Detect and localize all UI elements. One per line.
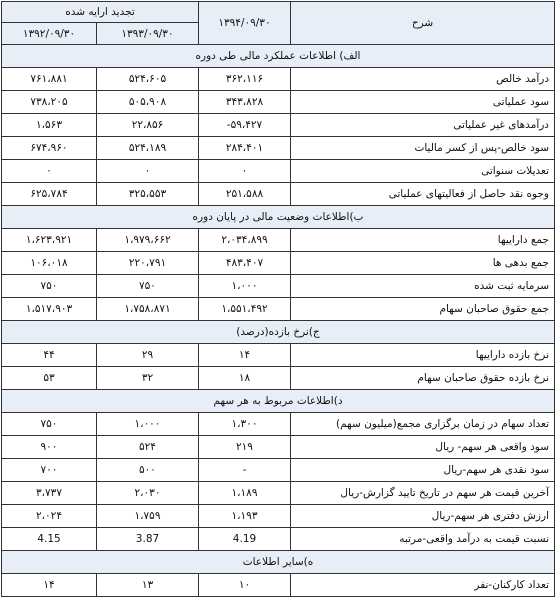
financial-table: [1, 1, 555, 597]
prev2-value-cell: ۶۷۴،۹۶۰: [2, 137, 97, 160]
table-row: [2, 459, 555, 482]
prev1-value-cell: ۳۲: [97, 367, 199, 390]
description-cell: ارزش دفتری هر سهم-ریال: [291, 505, 555, 528]
current-value-cell: -۵۹،۴۲۷: [199, 114, 291, 137]
current-value-cell: 4.19: [199, 528, 291, 551]
section-row: [2, 206, 555, 229]
prev1-value-cell: ۱،۹۷۹،۶۶۲: [97, 229, 199, 252]
current-value-cell: ۲۸۴،۴۰۱: [199, 137, 291, 160]
description-cell: تعداد سهام در زمان برگزاری مجمع(میلیون سهم): [291, 413, 555, 436]
prev2-value-cell: ۷۰۰: [2, 459, 97, 482]
prev1-value-cell: ۱،۰۰۰: [97, 413, 199, 436]
table-row: [2, 367, 555, 390]
restated-group-header: تجدید ارایه شده: [2, 2, 199, 23]
prev1-value-cell: ۰: [97, 160, 199, 183]
current-value-cell: ۱،۱۸۹: [199, 482, 291, 505]
current-value-cell: ۳۴۳،۸۲۸: [199, 91, 291, 114]
table-row: [2, 252, 555, 275]
prev1-value-cell: ۷۵۰: [97, 275, 199, 298]
prev2-value-cell: ۵۳: [2, 367, 97, 390]
table-row: [2, 114, 555, 137]
table-row: [2, 183, 555, 206]
prev2-value-cell: ۷۶۱،۸۸۱: [2, 68, 97, 91]
description-cell: سود واقعی هر سهم- ریال: [291, 436, 555, 459]
prev2-value-cell: ۳،۷۳۷: [2, 482, 97, 505]
current-value-cell: ۲۵۱،۵۸۸: [199, 183, 291, 206]
section-title: الف) اطلاعات عملکرد مالی طی دوره: [2, 45, 555, 68]
table-row: [2, 160, 555, 183]
current-value-cell: ۱۰: [199, 574, 291, 597]
prev1-value-cell: ۲۲،۸۵۶: [97, 114, 199, 137]
prev2-value-cell: ۰: [2, 160, 97, 183]
prev2-value-cell: ۷۵۰: [2, 413, 97, 436]
current-value-cell: ۲۱۹: [199, 436, 291, 459]
prev2-value-cell: ۷۵۰: [2, 275, 97, 298]
description-cell: سود نقدی هر سهم-ریال: [291, 459, 555, 482]
prev1-value-cell: ۲۹: [97, 344, 199, 367]
table-row: [2, 344, 555, 367]
section-title: ب)اطلاعات وضعیت مالی در پایان دوره: [2, 206, 555, 229]
prev1-value-cell: 3.87: [97, 528, 199, 551]
prev1-value-cell: ۲۲۰،۷۹۱: [97, 252, 199, 275]
prev1-period-header: ۱۳۹۳/۰۹/۳۰: [97, 23, 199, 45]
description-cell: جمع حقوق صاحبان سهام: [291, 298, 555, 321]
description-cell: وجوه نقد حاصل از فعالیتهای عملیاتی: [291, 183, 555, 206]
prev2-value-cell: 4.15: [2, 528, 97, 551]
section-row: [2, 390, 555, 413]
table-row: [2, 68, 555, 91]
section-row: [2, 551, 555, 574]
prev2-value-cell: ۷۳۸،۲۰۵: [2, 91, 97, 114]
prev1-value-cell: ۵۲۴: [97, 436, 199, 459]
prev1-value-cell: ۵۲۴،۱۸۹: [97, 137, 199, 160]
description-cell: درآمدهای غیر عملیاتی: [291, 114, 555, 137]
current-value-cell: -: [199, 459, 291, 482]
section-title: د)اطلاعات مربوط به هر سهم: [2, 390, 555, 413]
prev1-value-cell: ۵۰۰: [97, 459, 199, 482]
description-cell: جمع بدهی ها: [291, 252, 555, 275]
header-row-top: [2, 2, 555, 23]
table-row: [2, 528, 555, 551]
prev2-value-cell: ۱،۵۱۷،۹۰۳: [2, 298, 97, 321]
prev1-value-cell: ۵۰۵،۹۰۸: [97, 91, 199, 114]
description-cell: نرخ بازده داراییها: [291, 344, 555, 367]
prev2-value-cell: ۱،۶۲۳،۹۲۱: [2, 229, 97, 252]
section-row: [2, 321, 555, 344]
prev2-value-cell: ۹۰۰: [2, 436, 97, 459]
prev2-value-cell: ۲،۰۲۴: [2, 505, 97, 528]
description-cell: درآمد خالص: [291, 68, 555, 91]
table-row: [2, 505, 555, 528]
description-cell: نرخ بازده حقوق صاحبان سهام: [291, 367, 555, 390]
description-cell: آخرین قیمت هر سهم در تاریخ تایید گزارش-ریال: [291, 482, 555, 505]
prev1-value-cell: ۱۳: [97, 574, 199, 597]
table-row: [2, 436, 555, 459]
description-header: شرح: [291, 2, 555, 45]
table-row: [2, 482, 555, 505]
prev2-period-header: ۱۳۹۲/۰۹/۳۰: [2, 23, 97, 45]
description-cell: سرمایه ثبت شده: [291, 275, 555, 298]
table-row: [2, 298, 555, 321]
description-cell: سود عملیاتی: [291, 91, 555, 114]
table-row: [2, 275, 555, 298]
prev1-value-cell: ۳۲۵،۵۵۳: [97, 183, 199, 206]
description-cell: جمع داراییها: [291, 229, 555, 252]
prev2-value-cell: ۱،۵۶۳: [2, 114, 97, 137]
prev2-value-cell: ۱۰۶،۰۱۸: [2, 252, 97, 275]
prev2-value-cell: ۴۴: [2, 344, 97, 367]
table-row: [2, 137, 555, 160]
description-cell: تعدیلات سنواتی: [291, 160, 555, 183]
current-period-header: ۱۳۹۴/۰۹/۳۰: [199, 2, 291, 45]
current-value-cell: ۳۶۲،۱۱۶: [199, 68, 291, 91]
description-cell: سود خالص-پس از کسر مالیات: [291, 137, 555, 160]
table-row: [2, 413, 555, 436]
prev2-value-cell: ۶۲۵،۷۸۴: [2, 183, 97, 206]
section-row: [2, 45, 555, 68]
prev1-value-cell: ۵۲۴،۶۰۵: [97, 68, 199, 91]
description-cell: تعداد کارکنان-نفر: [291, 574, 555, 597]
current-value-cell: ۱۴: [199, 344, 291, 367]
section-title: ه)سایر اطلاعات: [2, 551, 555, 574]
prev2-value-cell: ۱۴: [2, 574, 97, 597]
prev1-value-cell: ۲،۰۳۰: [97, 482, 199, 505]
section-title: ج)نرخ بازده(درصد): [2, 321, 555, 344]
current-value-cell: ۱،۵۵۱،۴۹۲: [199, 298, 291, 321]
current-value-cell: ۰: [199, 160, 291, 183]
table-row: [2, 229, 555, 252]
description-cell: نسبت قیمت به درآمد واقعی-مرتبه: [291, 528, 555, 551]
current-value-cell: ۱،۳۰۰: [199, 413, 291, 436]
current-value-cell: ۲،۰۳۴،۸۹۹: [199, 229, 291, 252]
current-value-cell: ۴۸۳،۴۰۷: [199, 252, 291, 275]
current-value-cell: ۱۸: [199, 367, 291, 390]
prev1-value-cell: ۱،۷۵۹: [97, 505, 199, 528]
current-value-cell: ۱،۰۰۰: [199, 275, 291, 298]
prev1-value-cell: ۱،۷۵۸،۸۷۱: [97, 298, 199, 321]
table-row: [2, 91, 555, 114]
table-row: [2, 574, 555, 597]
current-value-cell: ۱،۱۹۳: [199, 505, 291, 528]
